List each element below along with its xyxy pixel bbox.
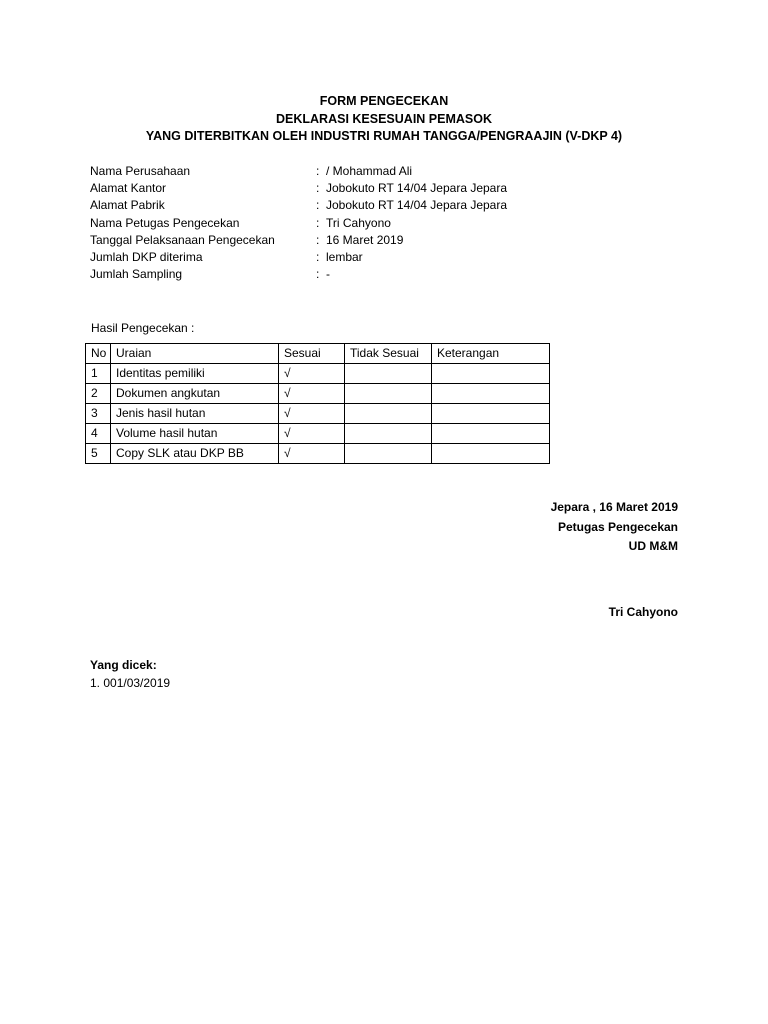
info-value: lembar	[326, 249, 363, 264]
info-value: Tri Cahyono	[326, 215, 391, 230]
cell-keterangan	[432, 364, 550, 384]
info-label: Jumlah DKP diterima	[90, 249, 203, 264]
results-heading: Hasil Pengecekan :	[91, 321, 195, 335]
info-label: Alamat Pabrik	[90, 198, 165, 213]
signature-company: UD M&M	[628, 539, 678, 553]
document-title	[0, 93, 768, 146]
info-value: 16 Maret 2019	[326, 232, 404, 247]
checked-section	[90, 656, 170, 692]
column-header-tidak-sesuai: Tidak Sesuai	[345, 344, 432, 364]
info-row-sampling	[90, 266, 690, 283]
info-separator: :	[316, 164, 320, 178]
cell-uraian: Volume hasil hutan	[111, 424, 279, 444]
table-row	[86, 364, 550, 384]
cell-sesuai: √	[279, 444, 345, 464]
cell-keterangan	[432, 384, 550, 404]
signature-place-date: Jepara , 16 Maret 2019	[550, 500, 678, 514]
cell-keterangan	[432, 444, 550, 464]
cell-uraian: Identitas pemiliki	[111, 364, 279, 384]
info-row-company	[90, 163, 690, 180]
column-header-uraian: Uraian	[111, 344, 279, 364]
table-row	[86, 444, 550, 464]
cell-no: 2	[86, 384, 111, 404]
cell-tidak-sesuai	[345, 424, 432, 444]
results-table	[85, 343, 550, 464]
signature-block	[551, 498, 678, 557]
cell-tidak-sesuai	[345, 404, 432, 424]
signature-role: Petugas Pengecekan	[557, 519, 678, 534]
cell-keterangan	[432, 404, 550, 424]
title-line-2: DEKLARASI KESESUAIN PEMASOK	[276, 111, 492, 126]
info-label: Nama Petugas Pengecekan	[90, 215, 240, 230]
info-value: Jobokuto RT 14/04 Jepara Jepara	[326, 181, 508, 196]
info-value: Jobokuto RT 14/04 Jepara Jepara	[326, 198, 508, 213]
title-line-1: FORM PENGECEKAN	[319, 94, 449, 108]
info-row-factory-address	[90, 197, 690, 214]
table-header-row	[86, 344, 550, 364]
table-row	[86, 424, 550, 444]
cell-sesuai: √	[279, 364, 345, 384]
checked-item: 1. 001/03/2019	[90, 676, 171, 690]
cell-no: 1	[86, 364, 111, 384]
info-row-inspection-date	[90, 232, 690, 249]
info-section	[90, 163, 690, 283]
column-header-keterangan: Keterangan	[432, 344, 550, 364]
info-separator: :	[316, 267, 320, 282]
info-row-inspector	[90, 215, 690, 232]
cell-uraian: Copy SLK atau DKP BB	[111, 444, 279, 464]
cell-tidak-sesuai	[345, 364, 432, 384]
column-header-sesuai: Sesuai	[279, 344, 345, 364]
column-header-no: No	[86, 344, 111, 364]
info-row-dkp-received	[90, 249, 690, 266]
info-separator: :	[316, 198, 320, 213]
cell-uraian: Jenis hasil hutan	[111, 404, 279, 424]
cell-tidak-sesuai	[345, 384, 432, 404]
info-label: Nama Perusahaan	[90, 164, 191, 178]
info-label: Alamat Kantor	[90, 181, 167, 196]
table-row	[86, 384, 550, 404]
cell-sesuai: √	[279, 384, 345, 404]
info-separator: :	[316, 249, 320, 264]
info-label: Jumlah Sampling	[90, 267, 183, 282]
cell-tidak-sesuai	[345, 444, 432, 464]
cell-sesuai: √	[279, 404, 345, 424]
info-row-office-address	[90, 180, 690, 197]
cell-uraian: Dokumen angkutan	[111, 384, 279, 404]
checked-label: Yang dicek:	[90, 658, 157, 672]
cell-keterangan	[432, 424, 550, 444]
info-label: Tanggal Pelaksanaan Pengecekan	[90, 232, 275, 247]
info-value: / Mohammad Ali	[326, 164, 413, 178]
info-separator: :	[316, 215, 320, 230]
info-separator: :	[316, 181, 320, 196]
cell-no: 4	[86, 424, 111, 444]
cell-no: 3	[86, 404, 111, 424]
table-row	[86, 404, 550, 424]
title-line-3: YANG DITERBITKAN OLEH INDUSTRI RUMAH TANGGA/PENGRAAJIN (V-DKP 4)	[145, 129, 623, 143]
cell-no: 5	[86, 444, 111, 464]
info-separator: :	[316, 232, 320, 247]
signer-name: Tri Cahyono	[608, 605, 678, 619]
cell-sesuai: √	[279, 424, 345, 444]
info-value: -	[326, 267, 330, 282]
